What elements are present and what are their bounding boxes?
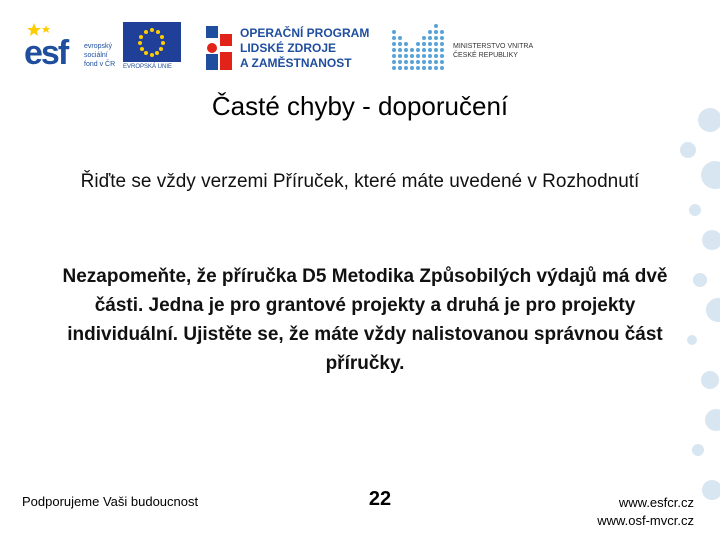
eu-logo (123, 22, 181, 72)
footer-links (597, 494, 694, 530)
esf-caption-line: evropský (84, 43, 113, 50)
footer-link[interactable]: www.esfcr.cz (618, 495, 694, 510)
page-number: 22 (368, 488, 392, 510)
eu-caption: EVROPSKÁ UNIE (123, 64, 173, 70)
slide-main-text: Nezapomeňte, že příručka D5 Metodika Způsobilých výdajů má dvě části. Jedna je pro grantové projekty a druhá je pro projekty individuální. Ujistěte se, že máte vždy nalistovanou správnou část příručky. (62, 266, 668, 374)
program-line: A ZAMĚSTNANOST (240, 56, 352, 70)
ministry-dots-icon (390, 24, 446, 72)
footer-link[interactable]: www.osf-mvcr.cz (597, 513, 694, 528)
program-figures-icon (202, 24, 234, 72)
esf-caption (84, 42, 124, 69)
eu-flag-icon (123, 22, 181, 62)
footer-slogan: Podporujeme Vaši budoucnost (22, 494, 199, 509)
esf-caption-line: fond v ČR (84, 61, 116, 68)
program-line: LIDSKÉ ZDROJE (240, 41, 337, 55)
slide-title: Časté chyby - doporučení (211, 91, 509, 121)
esf-wordmark: esf (24, 34, 68, 72)
ministry-line: ČESKÉ REPUBLIKY (453, 52, 518, 59)
program-name (240, 26, 369, 71)
ministry-line: MINISTERSTVO VNITRA (453, 43, 534, 50)
logo-bar (0, 0, 720, 80)
ministry-name (453, 42, 533, 60)
slide-note: Řiďte se vždy verzemi Příruček, které máte uvedené v Rozhodnutí (80, 171, 640, 192)
ministry-logo (390, 24, 550, 72)
program-logo (200, 22, 380, 74)
esf-caption-line: sociální (84, 52, 108, 59)
esf-logo (24, 22, 119, 72)
program-line: OPERAČNÍ PROGRAM (240, 26, 370, 40)
